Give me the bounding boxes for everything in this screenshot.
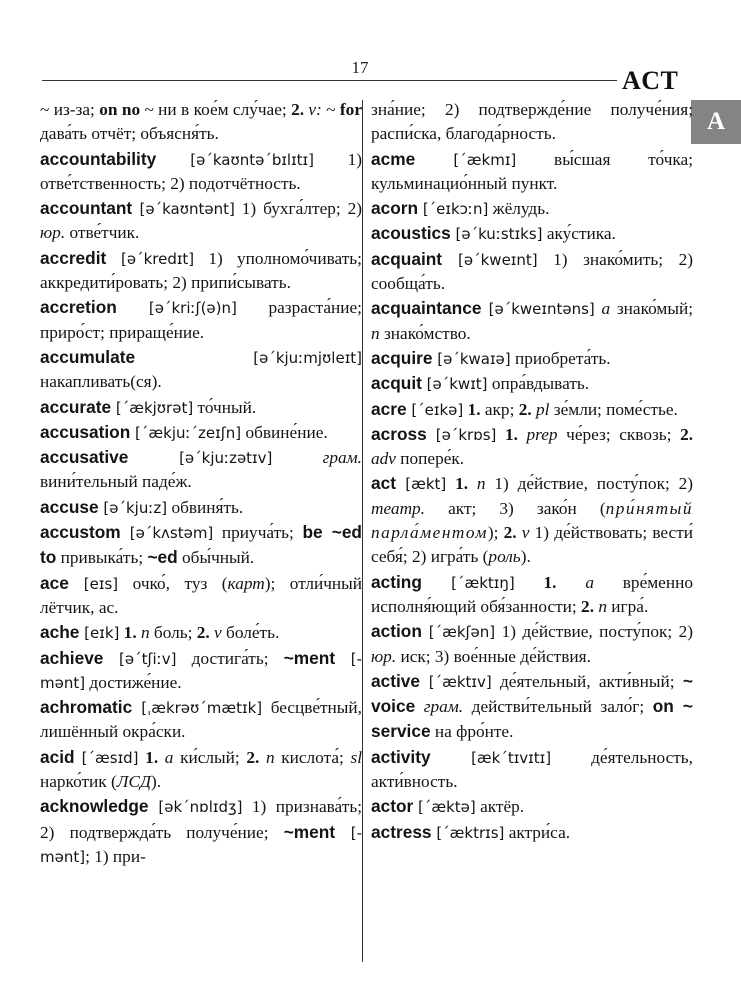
dictionary-entry	[371, 570, 693, 620]
entry-text: де́ятельный, акти́вный;	[491, 671, 683, 691]
transcription: [´eɪkɔːn]	[418, 200, 489, 219]
dictionary-entry	[371, 98, 693, 147]
grammar-label: v	[516, 523, 530, 543]
headword: acknowledge	[40, 796, 149, 817]
transcription: [´æktrɪs]	[431, 823, 505, 842]
grammar-label: n	[259, 747, 275, 767]
headword: on ~ service	[371, 696, 693, 742]
transcription: [-mənt]	[40, 823, 362, 866]
transcription: [ə´kweɪnt]	[442, 250, 538, 269]
sense-number: for	[339, 100, 362, 119]
headword: accusation	[40, 421, 131, 442]
dictionary-entry	[40, 246, 362, 296]
entry-text: зе́мли; поме́стье.	[549, 399, 678, 419]
header-rule	[42, 80, 617, 81]
grammar-label: prep	[517, 424, 558, 444]
grammar-label: v	[209, 623, 222, 643]
headword: acme	[371, 148, 416, 169]
entry-text: обвине́ние.	[241, 422, 328, 442]
sense-number: on no	[99, 100, 141, 119]
entry-text: привыка́ть;	[56, 548, 148, 568]
grammar-label: a	[158, 747, 174, 767]
dictionary-entry	[40, 295, 362, 345]
entry-text: знако́мство.	[379, 323, 471, 343]
transcription: [ə´kjuːzətɪv]	[128, 449, 273, 468]
entry-text: ~ из-за;	[40, 100, 100, 119]
entry-text: дава́ть отчёт; объясня́ть.	[40, 124, 219, 144]
transcription: [´æktɪv]	[420, 672, 492, 691]
sense-number: 1.	[514, 572, 557, 592]
entry-text: вы́сшая то́чка; кульминацио́нный пункт.	[371, 149, 693, 193]
column-divider	[362, 100, 363, 962]
grammar-label: роль	[488, 547, 521, 567]
headword: achieve	[40, 647, 104, 668]
entry-text: ).	[520, 547, 531, 567]
dictionary-entry	[371, 471, 693, 569]
dictionary-entry	[371, 371, 693, 396]
sense-number: 2.	[581, 596, 595, 616]
grammar-label: v:	[304, 100, 322, 119]
transcription: [ə´kweɪntəns]	[481, 300, 595, 319]
entry-text: бесцве́тный, лишённый окра́ски.	[40, 698, 362, 742]
headword: acquaint	[371, 248, 443, 269]
entry-text: 1) отве́тственность; 2) подотчётность.	[40, 149, 362, 193]
headword: accurate	[40, 396, 112, 417]
sense-number: 2.	[518, 399, 532, 419]
entry-text: достиже́ние.	[85, 672, 182, 692]
headword: be ~ed to	[40, 522, 362, 568]
headword: ~ voice	[371, 670, 693, 717]
transcription: [ək´nɒlɪdʒ]	[148, 798, 243, 817]
sense-number: 2.	[291, 100, 305, 119]
sense-number: 2.	[196, 623, 210, 643]
entry-text: ~	[321, 100, 340, 119]
grammar-label: театр.	[371, 498, 426, 518]
right-column	[371, 98, 693, 845]
dictionary-entry	[40, 695, 362, 745]
grammar-label: n	[371, 323, 380, 343]
headword: accountant	[40, 198, 133, 219]
dictionary-entry	[371, 745, 693, 795]
headword: action	[371, 621, 422, 642]
section-letter-tab: A	[691, 100, 741, 144]
entry-text: 1) де́йствие, посту́пок; 2)	[495, 622, 693, 642]
entry-text: ); отли́чный лётчик, ас.	[40, 573, 362, 617]
dictionary-entry	[371, 397, 693, 422]
headword: accuse	[40, 496, 99, 517]
headword: accountability	[40, 148, 157, 169]
headword: accusative	[40, 447, 129, 468]
transcription: [ə´kjuːz]	[98, 498, 168, 517]
headword: ~ment	[283, 821, 336, 842]
dictionary-entry	[40, 445, 362, 495]
entry-text: );	[487, 523, 504, 543]
grammar-label: юр.	[371, 646, 397, 666]
headword: achromatic	[40, 697, 133, 718]
grammar-label: грам.	[272, 448, 362, 468]
dictionary-entry	[40, 794, 362, 869]
entry-text: кислота́;	[274, 747, 351, 767]
entry-text: вре́менно исполня́ющий обя́занности;	[371, 572, 693, 616]
grammar-label: a	[556, 572, 594, 592]
transcription: [eɪs]	[68, 574, 119, 593]
headword: accustom	[40, 522, 121, 543]
sense-number: 2.	[503, 523, 517, 543]
entry-text: 1) знако́мить; 2) сообща́ть.	[371, 249, 693, 294]
transcription: [ə´kʌstəm]	[120, 524, 214, 543]
transcription: [-mənt]	[40, 649, 362, 692]
entry-text: аку́стика.	[542, 224, 616, 244]
headword: acquire	[371, 347, 433, 368]
dictionary-entry	[40, 520, 362, 571]
entry-text: вини́тельный паде́ж.	[40, 472, 192, 492]
sense-number: 1.	[463, 399, 481, 419]
dictionary-entry	[371, 794, 693, 819]
grammar-label: a	[594, 299, 611, 319]
transcription: [´æktɪŋ]	[421, 573, 515, 592]
transcription: [ə´kaʊntənt]	[132, 200, 235, 219]
dictionary-entry	[40, 395, 362, 420]
transcription: [ə´kredɪt]	[106, 249, 195, 268]
dictionary-entry	[40, 646, 362, 696]
sense-number: 2.	[246, 747, 260, 767]
grammar-label: pl	[531, 399, 550, 419]
headword: across	[371, 423, 427, 444]
transcription: [ə´kuːstɪks]	[450, 225, 543, 244]
entry-text: обы́чный.	[177, 548, 255, 568]
entry-text: знако́мый;	[610, 299, 693, 319]
dictionary-entry	[40, 571, 362, 621]
entry-text: 1) бухга́лтер; 2)	[234, 199, 362, 219]
headword: act	[371, 473, 396, 494]
transcription: [ə´tʃiːv]	[103, 649, 177, 668]
grammar-label: грам.	[415, 697, 464, 717]
dictionary-entry	[371, 422, 693, 472]
transcription: [ˌækrəʊ´mætɪk]	[132, 699, 263, 718]
entry-text: приуча́ть;	[213, 523, 303, 543]
grammar-label: карт	[227, 573, 265, 593]
page-number: 17	[351, 58, 369, 77]
entry-text: 1) де́йствовать; вести́ себя́; 2) игра́ть (	[371, 523, 693, 567]
sense-number: 1.	[138, 747, 159, 767]
dictionary-entry	[40, 196, 362, 246]
grammar-label: n	[594, 596, 607, 616]
headword: acquaintance	[371, 298, 482, 319]
entry-text: 1) признава́ть; 2) подтвержда́ть получе́ние;	[40, 797, 362, 842]
entry-text: де́ятельность, акти́вность.	[371, 747, 694, 792]
headword: accredit	[40, 247, 107, 268]
entry-text: ~ ни в кое́м слу́чае;	[140, 100, 292, 119]
dictionary-entry	[40, 147, 362, 197]
dictionary-entry	[371, 247, 693, 297]
entry-text: боль;	[149, 623, 197, 643]
dictionary-entry	[40, 745, 362, 795]
dictionary-entry	[371, 147, 693, 197]
entry-text: че́рез; сквозь;	[557, 424, 681, 444]
sense-number: 1.	[496, 424, 518, 444]
dictionary-entry	[371, 296, 693, 346]
transcription: [æk´tɪvɪtɪ]	[430, 748, 552, 767]
transcription: [ə´kjuːmjʊleɪt]	[135, 348, 362, 367]
transcription: [eɪk]	[79, 624, 120, 643]
left-column	[40, 98, 362, 869]
transcription: [ækt]	[395, 475, 447, 494]
transcription: [´ækʃən]	[421, 623, 496, 642]
transcription: [ə´kaʊntə´bɪlɪtɪ]	[156, 150, 314, 169]
entry-text: действи́тельный зало́г;	[463, 697, 653, 717]
entry-text: акр;	[480, 399, 519, 419]
headword: ~ed	[147, 547, 178, 568]
sense-number: 1.	[446, 474, 469, 494]
entry-text: попере́к.	[395, 449, 465, 469]
dictionary-entry	[371, 669, 693, 745]
dictionary-entry	[371, 346, 693, 371]
dictionary-entry	[371, 221, 693, 246]
entry-text: акт; 3) зако́н (	[425, 498, 606, 518]
dictionary-entry	[371, 820, 693, 845]
dictionary-entry	[40, 98, 362, 147]
headword: acid	[40, 746, 75, 767]
headword: acorn	[371, 198, 419, 219]
entry-text: нарко́тик (	[40, 772, 117, 792]
entry-text: ; 1) при-	[85, 846, 146, 866]
entry-text: разраста́ние; приро́ст; прираще́ние.	[40, 298, 362, 342]
transcription: [´ækjuː´zeɪʃn]	[130, 423, 242, 442]
entry-text: очко́, туз (	[118, 573, 228, 593]
grammar-label: n	[468, 474, 486, 494]
entry-text: то́чный.	[193, 397, 257, 417]
transcription: [´ækmɪ]	[415, 150, 517, 169]
transcription: [ə´krɒs]	[426, 425, 497, 444]
dictionary-entry	[40, 620, 362, 645]
entry-text: боле́ть.	[221, 623, 280, 643]
transcription: [´æktə]	[413, 798, 476, 817]
headword: accumulate	[40, 346, 136, 367]
headword: acoustics	[371, 223, 451, 244]
dictionary-entry	[40, 495, 362, 520]
sense-number: 2.	[680, 424, 694, 444]
note-text: при́нятый парла́ментом	[371, 498, 693, 543]
transcription: [ə´kriːʃ(ə)n]	[116, 299, 237, 318]
entry-text: опра́вдывать.	[487, 374, 590, 394]
headword: ache	[40, 622, 80, 643]
headword: acting	[371, 571, 422, 592]
headword: accretion	[40, 297, 117, 318]
headword: ace	[40, 572, 69, 593]
entry-text: ).	[151, 772, 162, 792]
headword: activity	[371, 746, 431, 767]
entry-text: достига́ть;	[176, 648, 284, 668]
entry-text: зна́ние; 2) подтвержде́ние получе́ния; распи́ска, благода́рность.	[371, 100, 693, 144]
dictionary-entry	[371, 619, 693, 669]
transcription: [´ækjʊrət]	[111, 398, 194, 417]
headword: actress	[371, 821, 432, 842]
sense-number: 1.	[119, 623, 137, 643]
dictionary-entry	[40, 345, 362, 395]
dictionary-entry	[371, 196, 693, 221]
headword: actor	[371, 796, 414, 817]
entry-text: отве́тчик.	[65, 223, 140, 243]
entry-text: накапливать(ся).	[40, 372, 162, 392]
entry-text: приобрета́ть.	[510, 348, 611, 368]
running-head: ACT	[622, 66, 679, 95]
transcription: [´æsɪd]	[74, 748, 139, 767]
entry-text: на фро́нте.	[430, 722, 514, 742]
dictionary-entry	[40, 420, 362, 445]
entry-text: игра́.	[606, 596, 649, 616]
entry-text: жёлудь.	[488, 199, 550, 219]
grammar-label: adv	[371, 449, 396, 469]
transcription: [´eɪkə]	[406, 400, 464, 419]
entry-text: 1) де́йствие, посту́пок; 2)	[485, 474, 693, 494]
headword: acre	[371, 398, 407, 419]
headword: ~ment	[283, 647, 336, 668]
headword: acquit	[371, 373, 422, 394]
transcription: [ə´kwaɪə]	[432, 349, 511, 368]
entry-text: ки́слый;	[173, 747, 247, 767]
entry-text: иск; 3) вое́нные де́йствия.	[396, 646, 591, 666]
entry-text: актри́са.	[504, 822, 571, 842]
headword: active	[371, 670, 421, 691]
transcription: [ə´kwɪt]	[421, 375, 488, 394]
grammar-label: юр.	[40, 223, 66, 243]
entry-text: обвиня́ть.	[167, 497, 244, 517]
entry-text: 1) уполномо́чивать; аккредити́ровать; 2) припи́сывать.	[40, 248, 362, 293]
grammar-label: n	[136, 623, 150, 643]
entry-text: актёр.	[475, 797, 525, 817]
grammar-label: ЛСД	[116, 772, 151, 792]
grammar-label: sl	[350, 747, 362, 767]
